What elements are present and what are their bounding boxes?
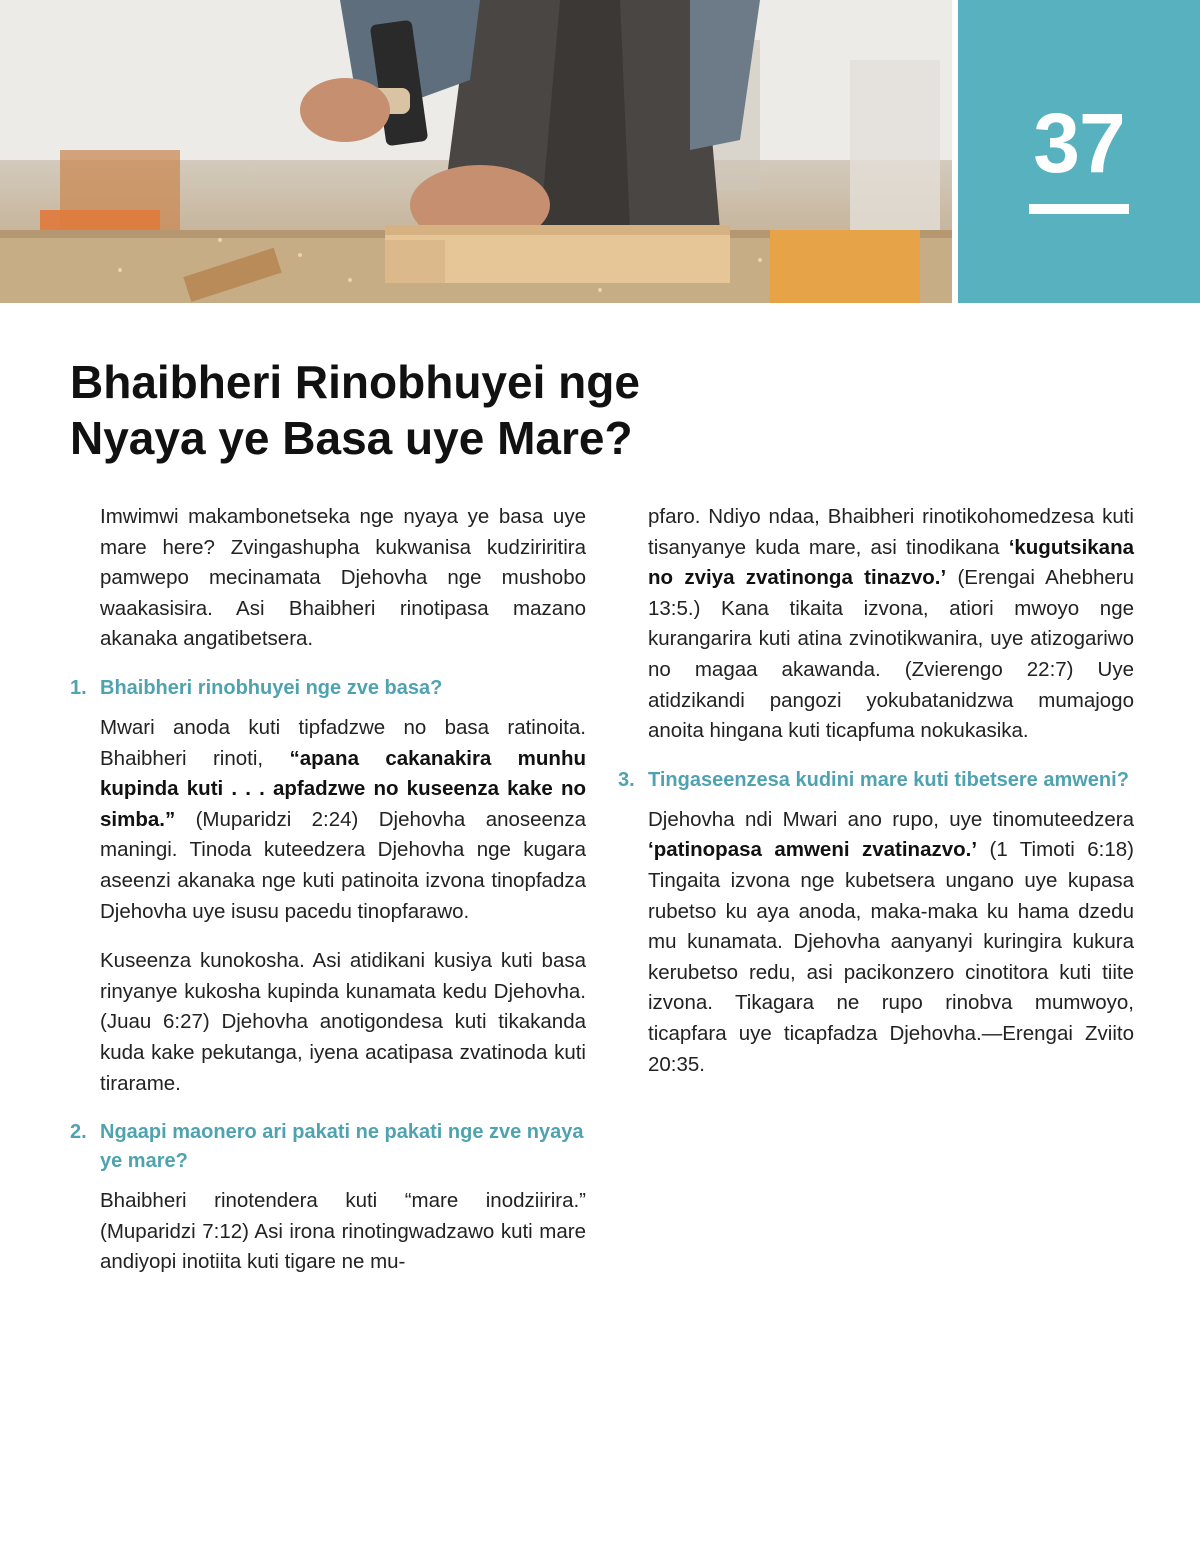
lesson-number: 37	[1033, 96, 1125, 190]
question-2-number: 2.	[70, 1121, 87, 1144]
text-run: (1 Timoti 6:18) Tingaita izvona nge kubetsera ungano uye kupasa rubetso ku aya anoda, maka-maka ku hama dzedu mu kunamata. Djehovha aanyanyi kuringira kukura kerubetso redu, asi pacikonzero cinotitora kuti tiite izvona. Tikagara ne rupo rinobva mumwoyo, ticapfara uye ticapfadza Djehovha.—Erengai Zviito 20:35.	[648, 838, 1134, 1076]
bold-quote: ‘patinopasa amweni zvatinazvo.’	[648, 838, 978, 862]
question-1-number: 1.	[70, 676, 87, 699]
question-1-heading	[70, 674, 586, 703]
lesson-number-underline	[1029, 204, 1129, 214]
question-3-text: Tingaseenzesa kudini mare kuti tibetsere amweni?	[648, 768, 1129, 791]
question-1-text: Bhaibheri rinobhuyei nge zve basa?	[100, 676, 443, 699]
question-3-number: 3.	[618, 768, 635, 791]
question-3-heading	[618, 766, 1134, 795]
question-2-heading	[70, 1118, 586, 1176]
section-1-paragraph-1	[100, 713, 586, 927]
page-title-line-2: Nyaya ye Basa uye Mare?	[70, 412, 633, 464]
bold-quote: “apana cakanakira munhu kupinda kuti . . . apfadzwe no kuseenza kake no simba.”	[100, 746, 586, 831]
section-2-paragraph-continued: pfaro. Ndiyo ndaa, Bhaibheri rinotikohomedzesa kuti tisanyanye kuda mare, asi tinodikana ‘kugutsikana no zviya zvatinonga tinazvo.’ (Erengai Ahebheru 13:5.) Kana tikaita izvona, atiori mwoyo nge kurangarira kuti atina zvinotikwanira, uye atizogariwo no magaa akawanda. (Zvierengo 22:7) Uye atidzikandi pangozi yokubatanidzwa mumajogo anoita hingana kuti ticapfuma nokukasika.	[648, 505, 1135, 743]
text-run: (Muparidzi 2:24) Djehovha anoseenza maningi. Tinoda kuteedzera Djehovha nge kugara aseenzi akanaka nge kuti patinoita izvona tinopfadza Djehovha uye isusu pacedu tinopfarawo.	[100, 807, 586, 923]
intro-paragraph: Imwimwi makambonetseka nge nyaya ye basa uye mare here? Zvingashupha kukwanisa kudziriritira pamwepo mecinamata Djehovha nge mushobo waakasisira. Asi Bhaibheri rinotipasa mazano akanaka angatibetsera.	[100, 505, 586, 651]
bold-quote: ‘kugutsikana no zviya zvatinonga tinazvo.’	[648, 535, 1134, 590]
text-run: Djehovha ndi Mwari ano rupo, uye tinomuteedzera	[648, 807, 1134, 831]
text-run: Mwari anoda kuti tipfadzwe no basa ratinoita. Bhaibheri rinoti,	[100, 715, 586, 770]
section-2-paragraph-start: Bhaibheri rinotendera kuti “mare inodziirira.” (Muparidzi 7:12) Asi irona rinotingwadzawo kuti mare andiyopi inotiita kuti tigare ne mu-	[100, 1189, 586, 1274]
lesson-number-tab	[958, 0, 1200, 303]
section-1-paragraph-2: Kuseenza kunokosha. Asi atidikani kusiya kuti basa rinyanye kukosha kupinda kunamata kedu Djehovha. (Juau 6:27) Djehovha anotigondesa kuti tikakanda kuda kake pekutanga, iyena acatipasa zvatinoda kuti tirarame.	[100, 949, 586, 1095]
left-column	[70, 502, 586, 1297]
section-3-paragraph	[648, 805, 1134, 1080]
page-title-line-1: Bhaibheri Rinobhuyei nge	[70, 356, 640, 408]
question-2-text: Ngaapi maonero ari pakati ne pakati nge zve nyaya ye mare?	[100, 1121, 584, 1173]
header-photo	[0, 0, 952, 303]
page-title	[70, 354, 830, 466]
carpenter-hammering-wood-photo	[0, 0, 952, 303]
right-column	[618, 502, 1134, 1099]
